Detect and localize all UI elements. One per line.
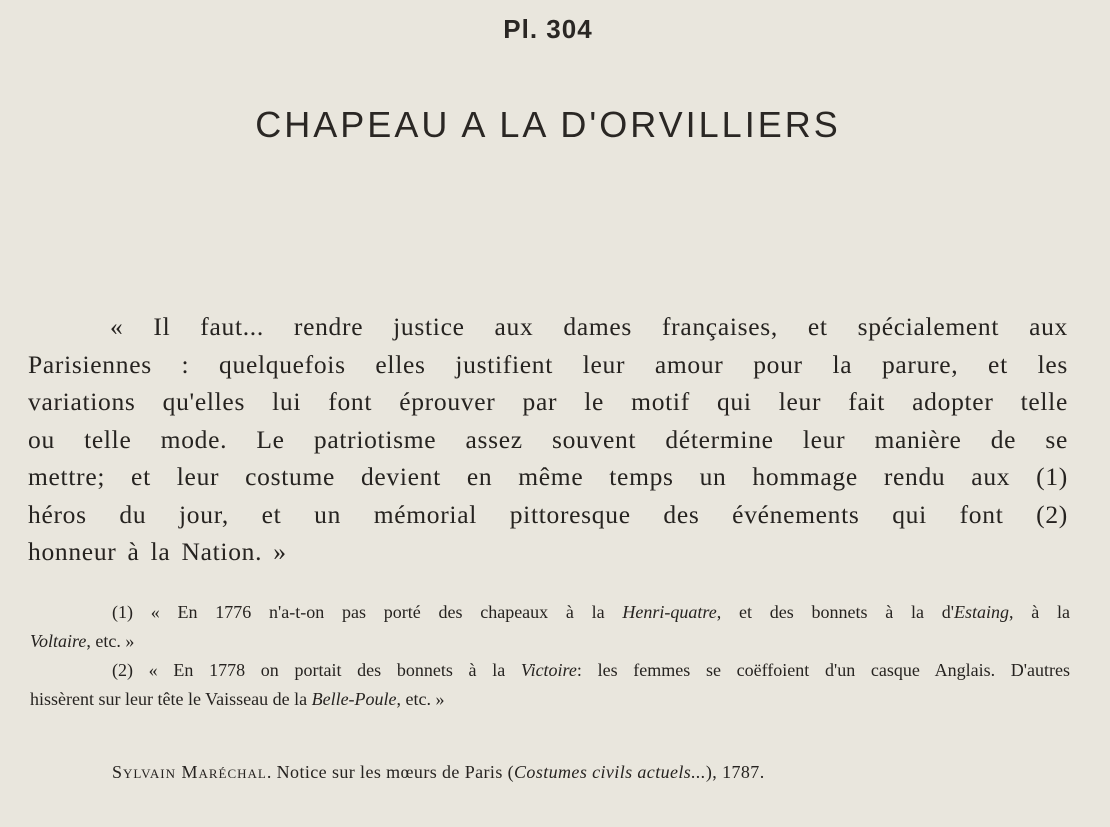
footnote-text: : les femmes se coëffoient d'un casque Anglais. D'autres xyxy=(576,660,1070,680)
footnote-1-line-1 xyxy=(30,598,1070,627)
source-text: . Notice sur les mœurs de Paris ( xyxy=(266,762,515,782)
footnotes xyxy=(30,598,1070,714)
footnote-1-line-2 xyxy=(30,627,1070,656)
page-title: CHAPEAU A LA D'ORVILLIERS xyxy=(255,104,841,145)
footnote-text: hissèrent sur leur tête le Vaisseau de la xyxy=(30,689,312,709)
quote-line: mettre; et leur costume devient en même temps un hommage rendu aux (1) xyxy=(28,462,1068,491)
quote-line: Parisiennes : quelquefois elles justifient leur amour pour la parure, et les xyxy=(28,349,1068,379)
footnote-italic: Victoire xyxy=(520,660,577,680)
quote-line: « Il faut... rendre justice aux dames françaises, et spécialement aux xyxy=(110,312,1068,341)
source-work: Costumes civils actuels... xyxy=(514,762,706,782)
footnote-text: , etc. » xyxy=(396,689,445,709)
quote-paragraph xyxy=(28,308,1068,571)
quote-line: variations qu'elles lui font éprouver par le motif qui leur fait adopter telle xyxy=(28,387,1068,416)
footnote-2-line-2 xyxy=(30,685,1070,714)
quote-line: héros du jour, et un mémorial pittoresque des événements qui font (2) xyxy=(28,499,1068,529)
footnote-text: (2) « En 1778 on portait des bonnets à la xyxy=(112,660,521,680)
source-year: ), 1787. xyxy=(705,762,765,782)
source-citation xyxy=(112,762,765,783)
quote-line: honneur à la Nation. » xyxy=(28,537,287,566)
quote-line: ou telle mode. Le patriotisme assez souvent détermine leur manière de se xyxy=(28,424,1068,454)
footnote-2-line-1 xyxy=(30,656,1070,685)
footnote-italic: Voltaire xyxy=(30,631,87,651)
source-author: Sylvain Maréchal xyxy=(112,762,267,782)
footnote-italic: Henri-quatre xyxy=(622,602,717,622)
footnote-italic: Estaing xyxy=(953,602,1009,622)
footnote-italic: Belle-Poule xyxy=(311,689,397,709)
footnote-text: (1) « En 1776 n'a-t-on pas porté des chapeaux à la xyxy=(112,602,623,622)
footnote-text: , etc. » xyxy=(86,631,135,651)
footnote-text: , à la xyxy=(1009,602,1070,622)
plate-number: Pl. 304 xyxy=(503,14,593,44)
footnote-text: , et des bonnets à la d' xyxy=(716,602,954,622)
